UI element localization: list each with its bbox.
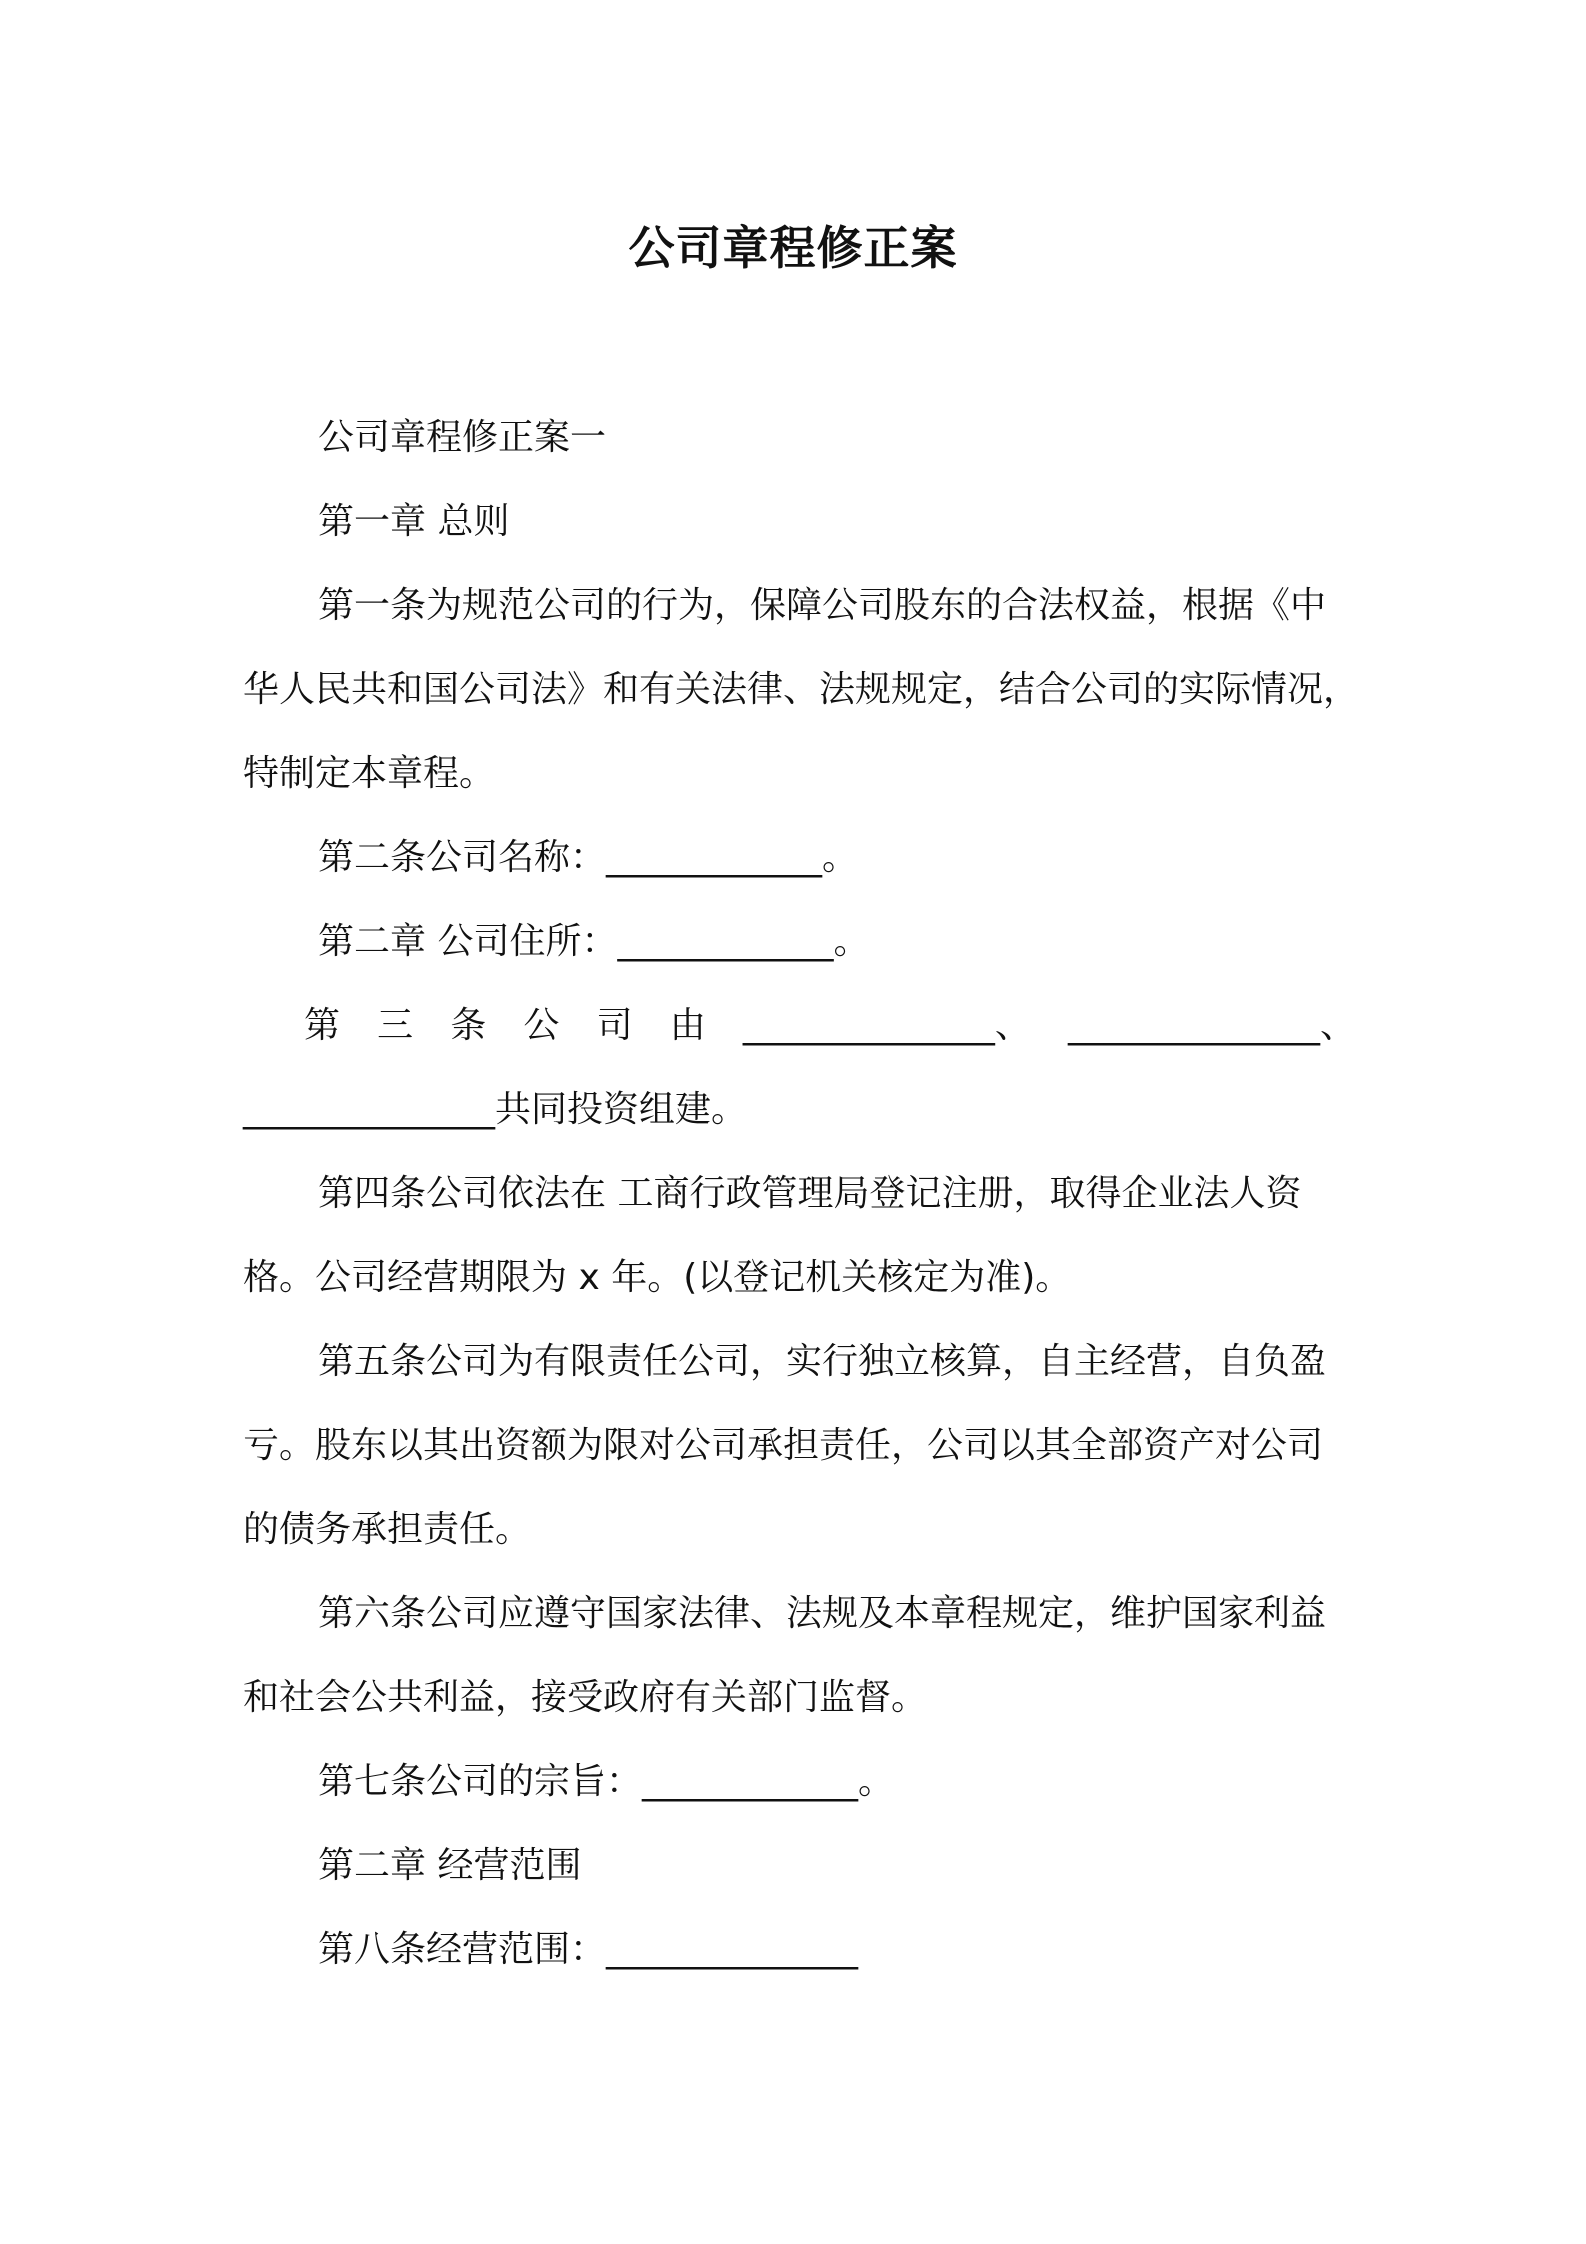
chapter-2-residence	[318, 920, 1353, 964]
article-3-char: 公	[523, 1005, 560, 1046]
article-5-line-1: 第五条公司为有限责任公司，实行独立核算，自主经营，自负盈	[318, 1341, 1327, 1382]
article-3-char: 三	[377, 1005, 414, 1046]
article-1-line-1: 第一条为规范公司的行为，保障公司股东的合法权益，根据《中	[318, 585, 1327, 626]
article-3-char: 司	[596, 1005, 633, 1046]
article-4-line-1: 第四条公司依法在 工商行政管理局登记注册，取得企业法人资	[318, 1173, 1302, 1214]
article-4-line-2: 格。公司经营期限为 x 年。(以登记机关核定为准)。	[243, 1257, 1072, 1298]
document-title: 公司章程修正案	[628, 221, 958, 275]
article-3-blank: ______________、	[742, 1005, 1031, 1046]
article-3-line-1	[304, 1004, 1356, 1048]
chapter-1-heading	[318, 500, 1353, 544]
article-8: 第八条经营范围：______________	[318, 1929, 859, 1970]
chapter-1-label: 第一章	[318, 501, 427, 542]
article-6-line-1: 第六条公司应遵守国家法律、法规及本章程规定，维护国家利益	[318, 1593, 1327, 1634]
article-5-line-3: 的债务承担责任。	[243, 1509, 532, 1550]
article-7: 第七条公司的宗旨：____________。	[318, 1761, 895, 1802]
article-1-line-3: 特制定本章程。	[243, 753, 496, 794]
article-3-line-2: ______________共同投资组建。	[243, 1089, 748, 1130]
amendment-subtitle: 公司章程修正案一	[318, 417, 607, 458]
chapter-2-heading: 第二章 经营范围	[318, 1845, 582, 1886]
article-3-blank: ______________、	[1067, 1005, 1356, 1046]
article-6-line-2: 和社会公共利益，接受政府有关部门监督。	[243, 1677, 928, 1718]
article-3-char: 条	[450, 1005, 487, 1046]
residence-text: 公司住所：____________。	[437, 921, 870, 962]
article-3-char: 由	[669, 1005, 706, 1046]
article-2: 第二条公司名称：____________。	[318, 837, 859, 878]
article-3-char: 第	[304, 1005, 341, 1046]
article-5-line-2: 亏。股东以其出资额为限对公司承担责任，公司以其全部资产对公司	[243, 1425, 1324, 1466]
chapter-2-label: 第二章	[318, 921, 427, 962]
article-1-line-2: 华人民共和国公司法》和有关法律、法规规定，结合公司的实际情况，	[243, 669, 1360, 710]
chapter-1-name: 总则	[437, 501, 510, 542]
